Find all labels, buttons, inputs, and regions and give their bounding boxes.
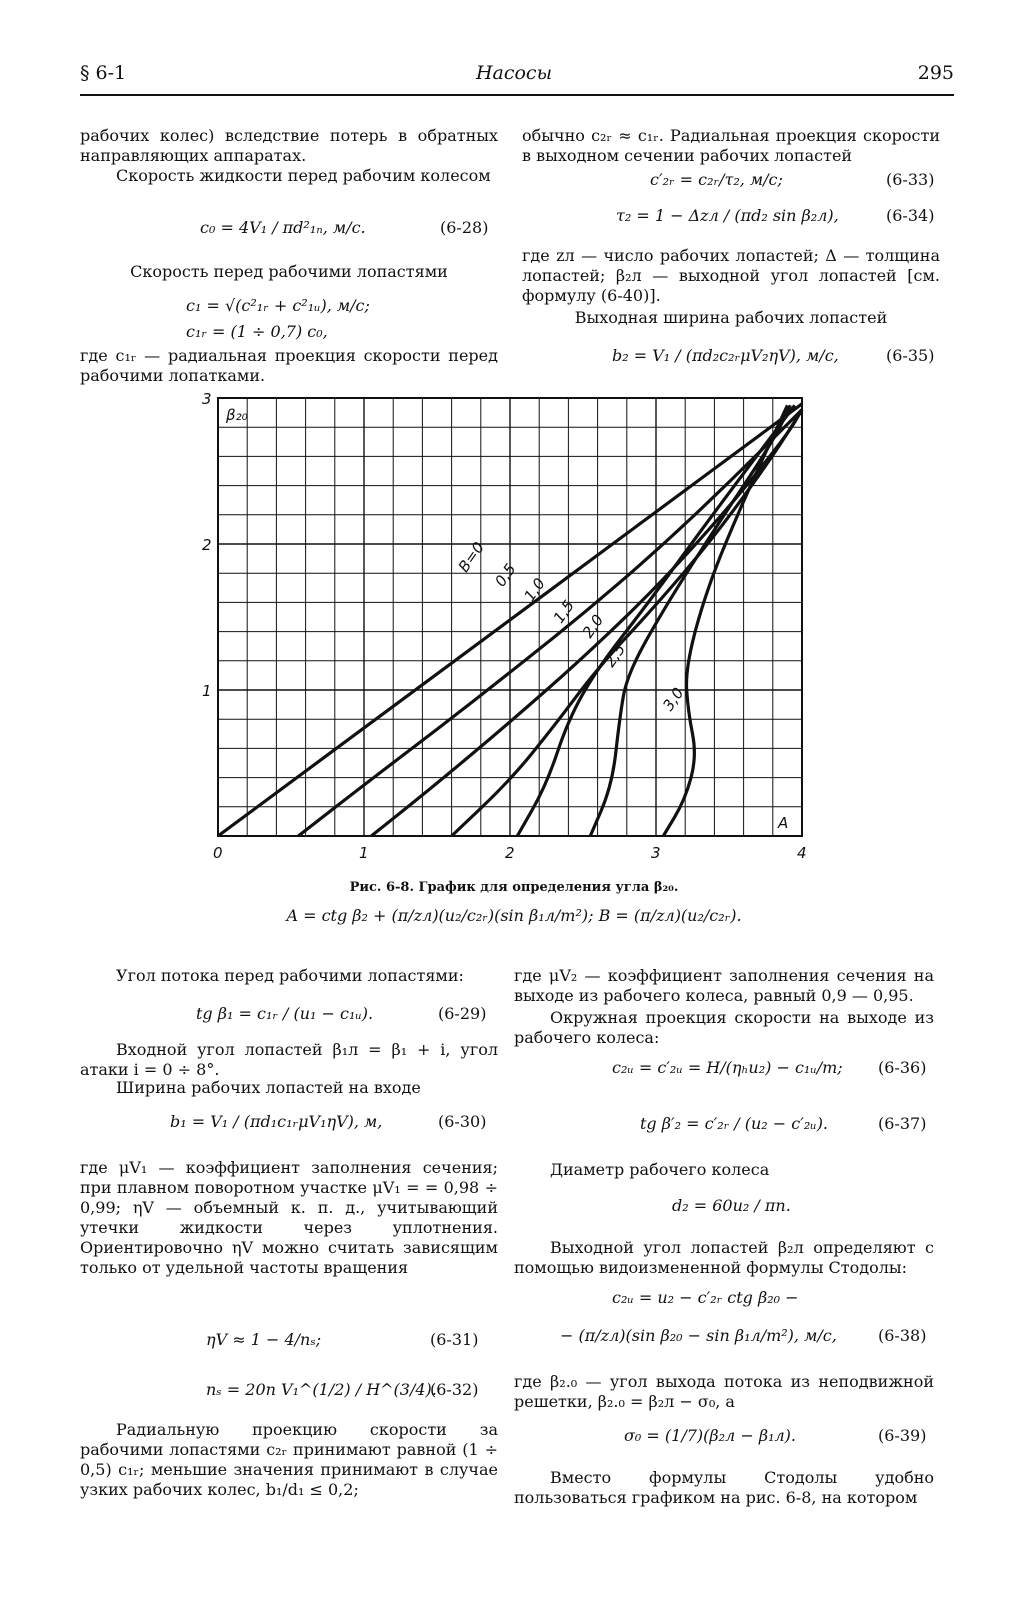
paragraph: Скорость жидкости перед рабочим колесом [116, 166, 491, 185]
header-rule [80, 94, 954, 96]
running-title: Насосы [475, 62, 553, 84]
paragraph: где μV₂ — коэффициент заполнения сечения на выходе из рабочего колеса, равный 0,9 — 0,95. [514, 966, 934, 1005]
curve-label: 3,0 [659, 684, 688, 715]
equation: c₂ᵤ = u₂ − c′₂ᵣ ctg β₂₀ − [612, 1288, 799, 1307]
curve-3_0 [663, 405, 787, 836]
beta20-chart [190, 384, 830, 874]
equation-number: (6-28) [440, 218, 489, 237]
paragraph: где β₂.₀ — угол выхода потока из неподвижной решетки, β₂.₀ = β₂л − σ₀, а [514, 1372, 934, 1411]
x-tick-label: 3 [651, 844, 661, 862]
equation: nₛ = 20n V₁^(1/2) / H^(3/4). [206, 1380, 437, 1399]
paragraph: рабочих колес) вследствие потерь в обратных направляющих аппаратах. [80, 126, 498, 165]
y-axis-label: β₂₀ [226, 406, 248, 424]
paragraph: Выходной угол лопастей β₂л определяют с помощью видоизмененной формулы Стодолы: [514, 1238, 934, 1277]
curve-label: 0,5 [491, 560, 520, 591]
paragraph: Окружная проекция скорости на выходе из рабочего колеса: [514, 1008, 934, 1047]
paragraph: где c₁ᵣ — радиальная проекция скорости перед рабочими лопатками. [80, 346, 498, 385]
equation: c₁ᵣ = (1 ÷ 0,7) c₀, [186, 322, 328, 341]
curve-label: 1,0 [520, 574, 549, 605]
curve-label: 1,5 [549, 596, 579, 627]
paragraph: обычно c₂ᵣ ≈ c₁ᵣ. Радиальная проекция скорости в выходном сечении рабочих лопастей [522, 126, 940, 165]
equation: tg β′₂ = c′₂ᵣ / (u₂ − c′₂ᵤ). [640, 1114, 829, 1133]
paragraph: где zл — число рабочих лопастей; Δ — толщина лопастей; β₂л — выходной угол лопастей [см. формулу (6-40)]. [522, 246, 940, 305]
x-tick-label: 0 [213, 844, 223, 862]
curve-label: B=0 [454, 538, 489, 576]
equation-number: (6-30) [438, 1112, 487, 1131]
equation: τ₂ = 1 − Δzл / (πd₂ sin β₂л), [616, 206, 839, 225]
equation-number: (6-38) [878, 1326, 927, 1345]
equation-number: (6-29) [438, 1004, 487, 1023]
equation-number: (6-37) [878, 1114, 927, 1133]
equation-number: (6-35) [886, 346, 935, 365]
equation-number: (6-36) [878, 1058, 927, 1077]
equation-number: (6-39) [878, 1426, 927, 1445]
curve-label: 2,0 [578, 611, 608, 642]
paragraph: Радиальную проекцию скорости за рабочими лопастями c₂ᵣ принимают равной (1 ÷ 0,5) c₁ᵣ; меньшие значения принимают в случае узких рабочих колес, b₁/d₁ ≤ 0,2; [80, 1420, 498, 1499]
equation: − (π/zл)(sin β₂₀ − sin β₁л/m²), м/с, [560, 1326, 837, 1345]
equation: b₂ = V₁ / (πd₂c₂ᵣμV₂ηV), м/с, [612, 346, 839, 365]
y-tick-label: 2 [202, 536, 212, 554]
equation: b₁ = V₁ / (πd₁c₁ᵣμV₁ηV), м, [170, 1112, 383, 1131]
equation-number: (6-31) [430, 1330, 479, 1349]
equation: tg β₁ = c₁ᵣ / (u₁ − c₁ᵤ). [196, 1004, 374, 1023]
x-tick-label: 2 [505, 844, 515, 862]
y-tick-label: 3 [202, 390, 212, 408]
curve-label: 2,5 [600, 640, 630, 671]
x-tick-label: 1 [359, 844, 369, 862]
equation: c₂ᵤ = c′₂ᵤ = H/(ηₕu₂) − c₁ᵤ/m; [612, 1058, 843, 1077]
paragraph: Ширина рабочих лопастей на входе [116, 1078, 421, 1097]
equation: σ₀ = (1/7)(β₂л − β₁л). [624, 1426, 796, 1445]
equation: d₂ = 60u₂ / πn. [672, 1196, 791, 1215]
equation-number: (6-34) [886, 206, 935, 225]
equation-number: (6-33) [886, 170, 935, 189]
equation: c′₂ᵣ = c₂ᵣ/τ₂, м/с; [650, 170, 783, 189]
section-number: § 6-1 [80, 62, 127, 84]
paragraph: Скорость перед рабочими лопастями [130, 262, 448, 281]
equation-number: (6-32) [430, 1380, 479, 1399]
equation: ηV ≈ 1 − 4/nₛ; [206, 1330, 322, 1349]
y-tick-label: 1 [202, 682, 212, 700]
figure-caption: Рис. 6-8. График для определения угла β₂₀. [349, 880, 679, 895]
paragraph: Вместо формулы Стодолы удобно пользоваться графиком на рис. 6-8, на котором [514, 1468, 934, 1507]
paragraph: Выходная ширина рабочих лопастей [574, 308, 888, 327]
paragraph: Входной угол лопастей β₁л = β₁ + i, угол атаки i = 0 ÷ 8°. [80, 1040, 498, 1079]
paragraph: Угол потока перед рабочими лопастями: [116, 966, 464, 985]
equation: c₀ = 4V₁ / πd²₁ₙ, м/с. [200, 218, 366, 237]
page-number: 295 [917, 62, 954, 84]
figure-formula: A = ctg β₂ + (π/zл)(u₂/c₂ᵣ)(sin β₁л/m²); B = (π/zл)(u₂/c₂ᵣ). [286, 906, 742, 925]
paragraph: где μV₁ — коэффициент заполнения сечения; при плавном поворотном участке μV₁ = = 0,98 ÷ 0,99; ηV — объемный к. п. д., учитывающий утечки жидкости через уплотнения. Ориентировочно ηV можно считать зависящим только от удельной частоты вращения [80, 1158, 498, 1277]
x-axis-label: A [778, 814, 789, 832]
equation: c₁ = √(c²₁ᵣ + c²₁ᵤ), м/с; [186, 296, 370, 315]
x-tick-label: 4 [797, 844, 807, 862]
paragraph: Диаметр рабочего колеса [550, 1160, 770, 1179]
